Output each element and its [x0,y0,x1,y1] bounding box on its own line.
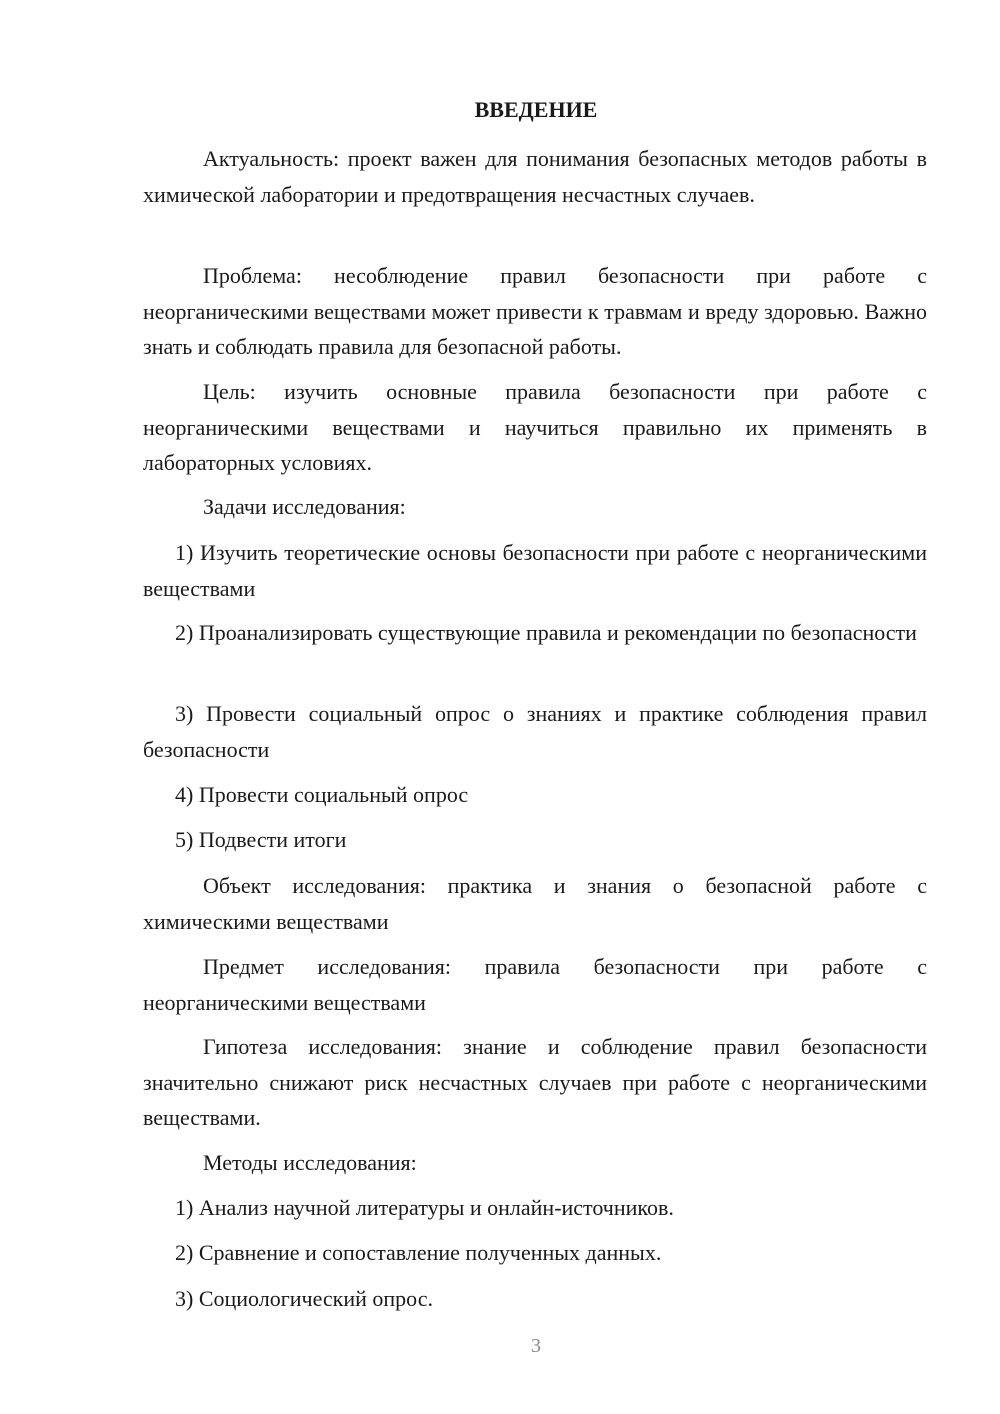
task-item-5: 5) Подвести итоги [175,827,347,852]
methods-heading: Методы исследования: [203,1150,417,1175]
relevance-paragraph: Актуальность: проект важен для понимания безопасных методов работы в химической лаборатории и предотвращения несчастных случаев. [143,146,927,207]
page-number: 3 [531,1335,541,1357]
task-item-3: 3) Провести социальный опрос о знаниях и практике соблюдения правил безопасности [143,701,927,762]
method-item-2: 2) Сравнение и сопоставление полученных данных. [175,1240,662,1265]
task-item-4: 4) Провести социальный опрос [175,782,469,807]
method-item-1: 1) Анализ научной литературы и онлайн-источников. [175,1195,674,1220]
method-item-3: 3) Социологический опрос. [175,1286,433,1311]
section-title: ВВЕДЕНИЕ [474,97,598,122]
tasks-heading: Задачи исследования: [203,494,406,519]
task-item-1: 1) Изучить теоретические основы безопасности при работе с неорганическими веществами [143,540,927,601]
problem-paragraph: Проблема: несоблюдение правил безопасности при работе с неорганическими веществами может привести к травмам и вреду здоровью. Важно знать и соблюдать правила для безопасной работы. [143,263,927,359]
task-item-2: 2) Проанализировать существующие правила и рекомендации по безопасности [175,620,917,645]
hypothesis-paragraph: Гипотеза исследования: знание и соблюдение правил безопасности значительно снижают риск несчастных случаев при работе с неорганическими веществами. [143,1034,927,1130]
goal-paragraph: Цель: изучить основные правила безопасности при работе с неорганическими веществами и научиться правильно их применять в лабораторных условиях. [143,379,927,475]
object-paragraph: Объект исследования: практика и знания о безопасной работе с химическими веществами [143,873,927,934]
subject-paragraph: Предмет исследования: правила безопасности при работе с неорганическими веществами [143,954,927,1015]
